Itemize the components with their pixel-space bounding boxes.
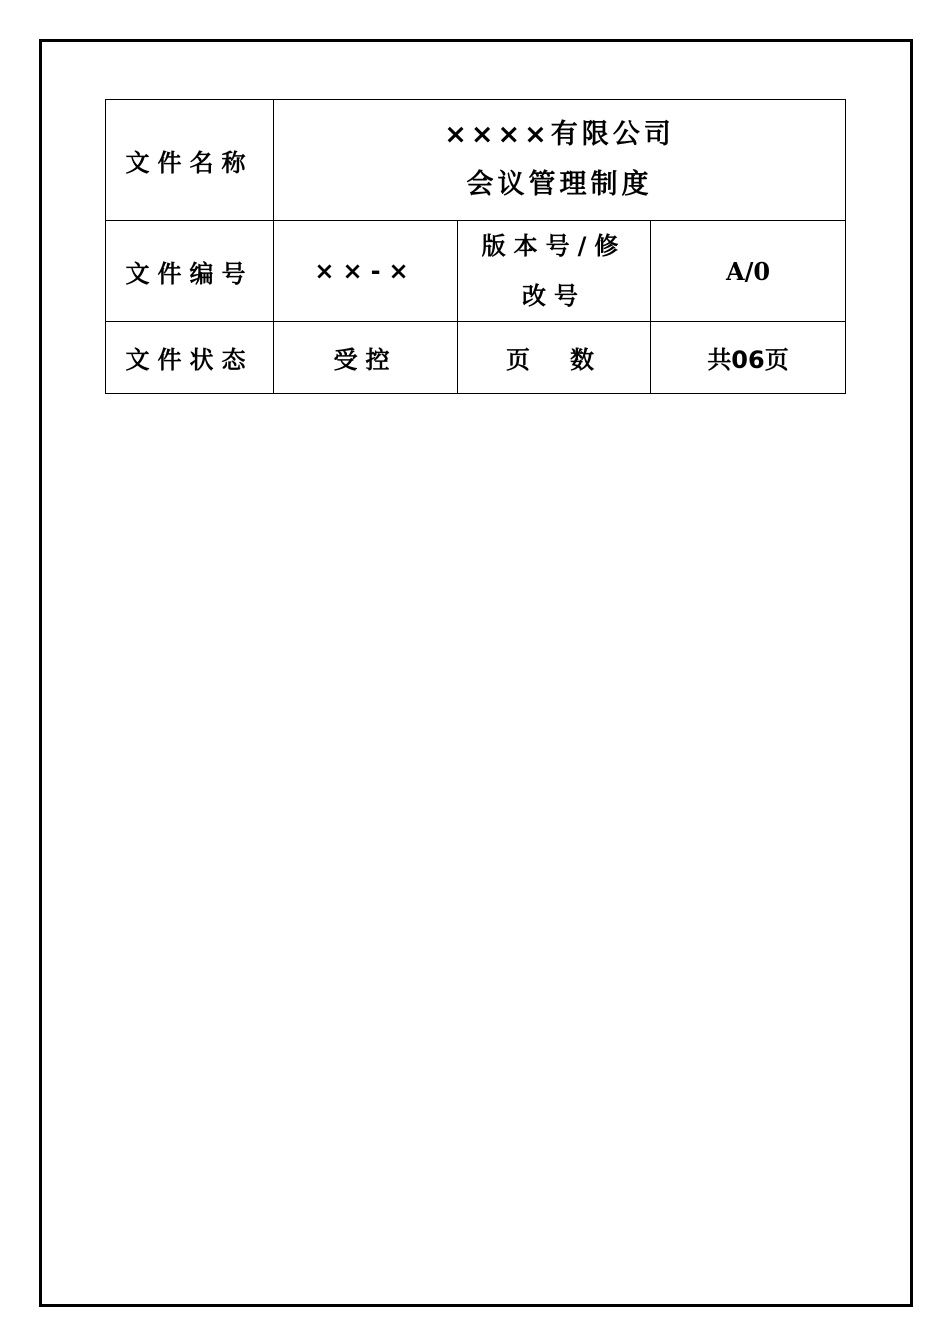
file-name-label: 文件名称 xyxy=(106,100,274,221)
version-label xyxy=(458,221,651,322)
file-status-label: 文件状态 xyxy=(106,322,274,394)
version-label-line1: 版本号/修 xyxy=(481,232,627,260)
header-row-status xyxy=(106,322,846,394)
header-row-number xyxy=(106,221,846,322)
document-header-table xyxy=(105,99,846,394)
file-status-value: 受控 xyxy=(274,322,458,394)
page-count-value: 共06页 xyxy=(651,322,846,394)
document-title: 会议管理制度 xyxy=(466,169,653,200)
version-value: A/0 xyxy=(651,221,846,322)
file-number-label: 文件编号 xyxy=(106,221,274,322)
page-count-label: 页 数 xyxy=(458,322,651,394)
version-label-line2: 改号 xyxy=(522,282,586,310)
company-name: ××××有限公司 xyxy=(444,119,675,150)
file-name-value xyxy=(274,100,846,221)
file-number-value: ××-× xyxy=(274,221,458,322)
header-row-name xyxy=(106,100,846,221)
